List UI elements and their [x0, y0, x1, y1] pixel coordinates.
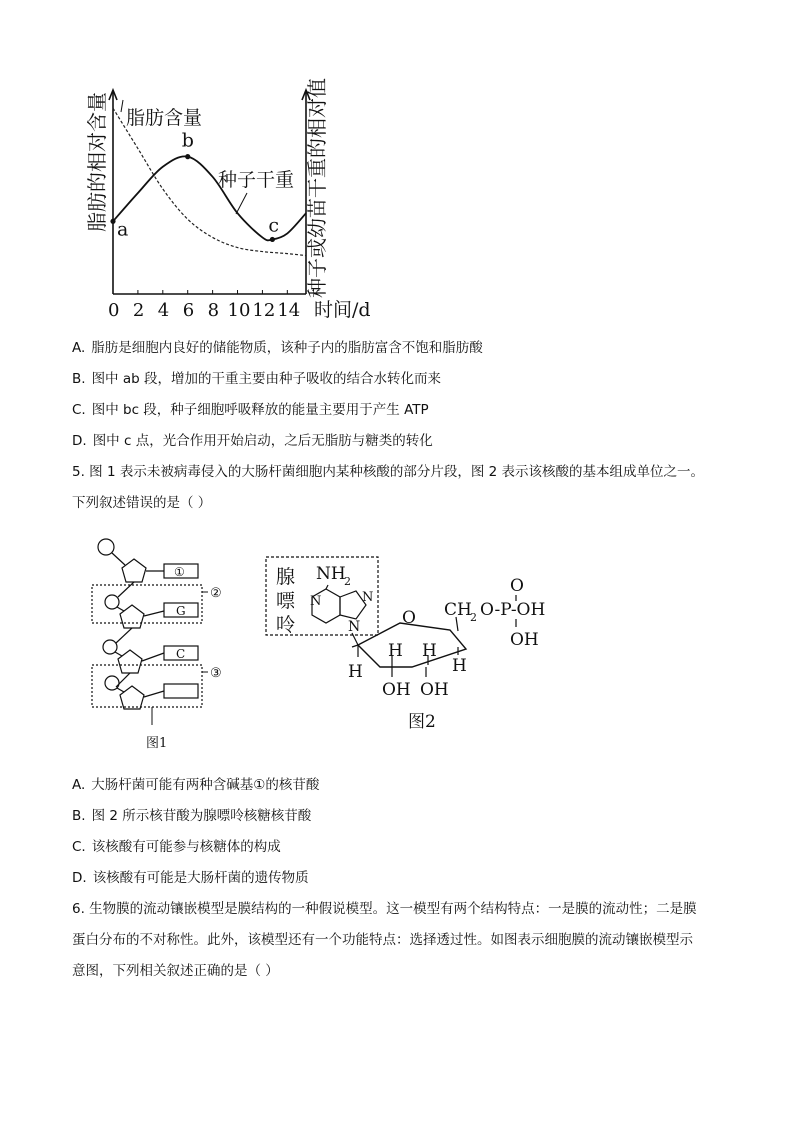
- point-b: [185, 154, 190, 159]
- q6-stem-line2: 蛋白分布的不对称性。此外，该模型还有一个功能特点：选择透过性。如图表示细胞膜的流动镶嵌模型示: [72, 932, 693, 948]
- base-name-char-2: 嘌: [276, 590, 296, 612]
- y-axis-right-label: 种子或幼苗干重的相对值: [305, 78, 329, 298]
- point-label-a: a: [117, 218, 129, 241]
- option-label: C.: [72, 839, 86, 855]
- option-text: 该核酸有可能参与核糖体的构成: [91, 839, 281, 855]
- base-label: ①: [174, 565, 185, 579]
- base-name-char-1: 腺: [276, 566, 296, 588]
- x-tick-label: 12: [252, 300, 276, 321]
- base-name-char-3: 呤: [276, 614, 296, 636]
- option-label: B.: [72, 808, 86, 824]
- x-tick-label: 8: [207, 300, 220, 321]
- fat-label-leader: [121, 100, 123, 112]
- x-axis-label: 时间/d: [314, 299, 371, 321]
- nucleotide-3: [103, 640, 198, 687]
- q5-option-b: [72, 806, 311, 826]
- oh-1: OH: [382, 680, 411, 700]
- ring-n-2: N: [362, 590, 374, 605]
- phosphate-group: O-P-OH: [480, 600, 546, 620]
- figure-2-caption: 图2: [408, 712, 436, 732]
- option-label: D.: [72, 870, 87, 886]
- option-text: 该核酸有可能是大肠杆菌的遗传物质: [92, 870, 309, 886]
- phosphate-circle: [98, 539, 114, 555]
- option-text: 图中 bc 段，种子细胞呼吸释放的能量主要用于产生 ATP: [91, 402, 429, 418]
- ch2-subscript: 2: [470, 611, 477, 624]
- series-label-fat: 脂肪含量: [126, 107, 203, 129]
- dry-label-leader: [236, 193, 247, 214]
- nh2-subscript: 2: [344, 575, 351, 588]
- nucleotide-2: [105, 595, 198, 643]
- base-label: G: [176, 604, 186, 618]
- x-tick-label: 0: [108, 300, 120, 321]
- option-label: C.: [72, 402, 86, 418]
- point-label-c: c: [268, 214, 280, 237]
- point-c: [270, 237, 275, 242]
- option-label: D.: [72, 433, 87, 449]
- figure-1-caption: 图1: [146, 736, 168, 751]
- option-text: 脂肪是细胞内良好的储能物质，该种子内的脂肪富含不饱和脂肪酸: [91, 340, 483, 356]
- nh2-label: NH: [316, 564, 346, 584]
- q4-option-b: [72, 369, 441, 389]
- ring-oxygen: O: [402, 608, 416, 628]
- q5-option-a: [72, 775, 319, 795]
- ch2-label: CH: [444, 600, 472, 620]
- option-label: A.: [72, 777, 86, 793]
- nucleotide-1: [118, 559, 198, 597]
- phosphate-bottom-oh: OH: [510, 630, 539, 650]
- q5-option-d: [72, 868, 309, 888]
- x-tick-label: 14: [277, 300, 301, 321]
- nucleotide-4: [105, 676, 198, 709]
- q5-option-c: [72, 837, 281, 857]
- backbone-link: [112, 553, 125, 565]
- q6-stem-line3: 意图，下列相关叙述正确的是（ ）: [72, 963, 279, 979]
- q5-stem-line2: 下列叙述错误的是（ ）: [72, 495, 212, 511]
- x-tick-label: 2: [132, 300, 145, 321]
- figure-2-nucleotide-structure: [260, 555, 590, 735]
- q5-stem-line1: 5. 图 1 表示未被病毒侵入的大肠杆菌细胞内某种核酸的部分片段，图 2 表示该核酸的基本组成单位之一。: [72, 464, 705, 480]
- h-3: H: [422, 641, 437, 661]
- q4-option-d: [72, 431, 433, 451]
- option-text: 图中 c 点，光合作用开始启动，之后无脂肪与糖类的转化: [92, 433, 433, 449]
- phosphate-top-o: O: [510, 576, 524, 596]
- h-1: H: [348, 662, 363, 682]
- ring-n-1: N: [310, 594, 322, 609]
- dashed-box-3: [92, 665, 202, 707]
- h-4: H: [452, 656, 467, 676]
- x-tick-label: 6: [182, 300, 195, 321]
- option-text: 图中 ab 段，增加的干重主要由种子吸收的结合水转化而来: [91, 371, 441, 387]
- oh-2: OH: [420, 680, 449, 700]
- marker-3: ③: [210, 666, 222, 681]
- point-label-b: b: [181, 129, 194, 152]
- option-label: B.: [72, 371, 86, 387]
- fat-dryweight-chart: [0, 0, 794, 330]
- marker-2: ②: [210, 586, 222, 601]
- option-text: 图 2 所示核苷酸为腺嘌呤核糖核苷酸: [91, 808, 312, 824]
- figure-1-nucleic-acid-strand: [80, 535, 250, 755]
- x-tick-label: 10: [227, 300, 251, 321]
- q4-option-a: [72, 338, 483, 358]
- x-tick-label: 4: [157, 300, 170, 321]
- series-label-dry: 种子干重: [218, 169, 295, 191]
- y-axis-left-label: 脂肪的相对含量: [85, 92, 109, 232]
- q4-option-c: [72, 400, 429, 420]
- ribose-ring: [358, 623, 466, 667]
- option-text: 大肠杆菌可能有两种含碱基①的核苷酸: [91, 777, 320, 793]
- point-a: [110, 219, 115, 224]
- h-2: H: [388, 641, 403, 661]
- ring-n-3: N: [348, 619, 361, 635]
- q6-stem-line1: 6. 生物膜的流动镶嵌模型是膜结构的一种假说模型。这一模型有两个结构特点：一是膜的流动性；二是膜: [72, 901, 697, 917]
- base-label: C: [176, 647, 186, 661]
- option-label: A.: [72, 340, 86, 356]
